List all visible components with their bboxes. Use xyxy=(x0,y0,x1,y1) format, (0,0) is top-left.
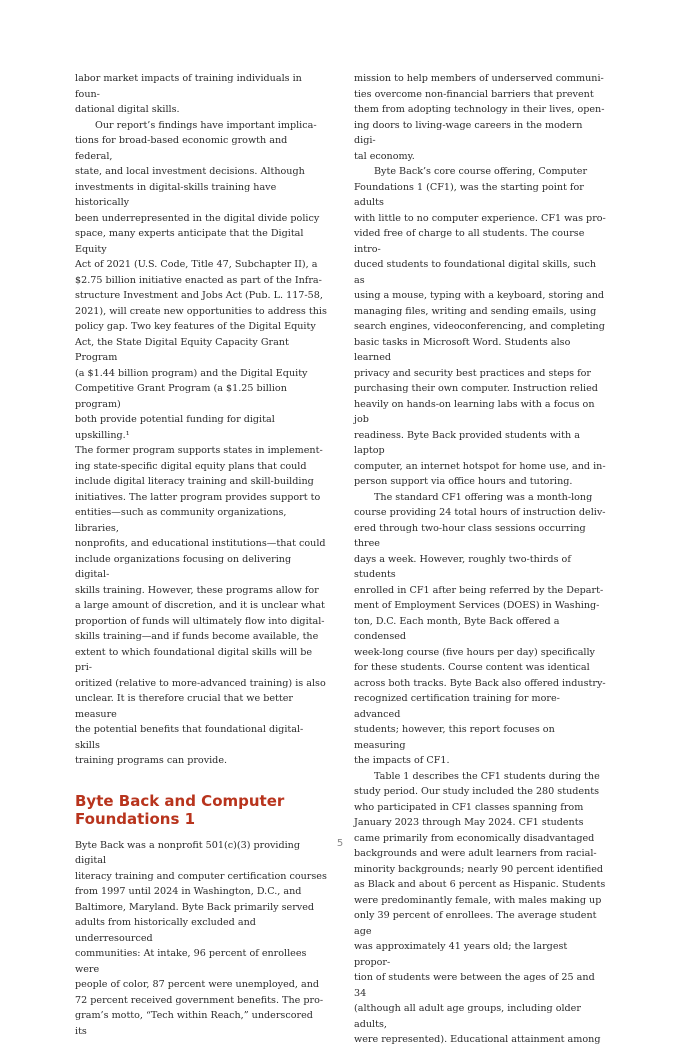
left-paragraph-2: Our report’s findings have important implica- tions for broad-based economic growth and federal, state, and local investment decisions. Although investments in digital-skills training have historically been underrepresented in the digital divide policy space, many experts anticipate that the Digital Equity Act of 2021 (U.S. Code, Title 47, Subchapter II), a $2.75 billion initiative enacted as part of the Infra- structure Investment and Jobs Act (Pub. L. 117-58, 2021), will create new opportunities to address this policy gap. Two key features of the Digital Equity Act, the State Digital Equity Capacity Grant Program (a $1.44 billion program) and the Digital Equity Competitive Grant Program (a $1.25 billion program) both provide potential funding for digital upskilling.¹ The former program supports states in implement- ing state-specific digital equity plans that could include digital literacy training and skill-building initiatives. The latter program provides support to entities—such as community organizations, libraries, nonprofits, and educational institutions—that could include organizations focusing on delivering digital- skills training. However, these programs allow for a large amount of discretion, and it is unclear what proportion of funds will ultimately flow into digital- skills training—and if funds become available, the extent to which foundational digital skills will be pri- oritized (relative to more-advanced training) is also unclear. It is therefore crucial that we better measure the potential benefits that foundational digital-skills training programs can provide. xyxy=(75,119,327,766)
page-number: 5 xyxy=(336,838,344,849)
right-paragraph-1: mission to help members of underserved communi- ties overcome non-financial barriers that prevent them from adopting technology in their lives, open- ing doors to living-wage careers in the modern digi- tal economy. xyxy=(354,73,605,162)
right-paragraph-2: Byte Back’s core course offering, Computer Foundations 1 (CF1), was the starting point for adults with little to no computer experience. CF1 was pro- vided free of charge to all students. The course intro- duced students to foundational digital skills, such as using a mouse, typing with a keyboard, storing and managing files, writing and sending emails, using search engines, videoconferencing, and completing basic tasks in Microsoft Word. Students also learned privacy and security best practices and steps for purchasing their own computer. Instruction relied heavily on hands-on learning labs with a focus on job readiness. Byte Back provided students with a laptop computer, an internet hotspot for home use, and in- person support via office hours and tutoring. xyxy=(354,166,606,487)
left-column xyxy=(75,71,327,1039)
section-heading: Byte Back and Computer Foundations 1 xyxy=(75,791,285,828)
right-paragraph-3: The standard CF1 offering was a month-long course providing 24 total hours of instruction deliv- ered through two-hour class sessions occurring three days a week. However, roughly two-thirds of students enrolled in CF1 after being referred by the Depart- ment of Employment Services (DOES) in Washing- ton, D.C. Each month, Byte Back offered a condensed week-long course (five hours per day) specifically for these students. Course content was identical across both tracks. Byte Back also offered industry- recognized certification training for more-advanced students; however, this report focuses on measuring the impacts of CF1. xyxy=(354,491,606,766)
left-paragraph-1: labor market impacts of training individuals in foun- dational digital skills. xyxy=(75,73,302,115)
right-paragraph-4: Table 1 describes the CF1 students during the study period. Our study included the 280 students who participated in CF1 classes spanning from January 2023 through May 2024. CF1 students came primarily from economically disadvantaged backgrounds and were adult learners from racial- minority backgrounds; nearly 90 percent identified as Black and about 6 percent as Hispanic. Students were predominantly female, with males making up only 39 percent of enrollees. The average student age was approximately 41 years old; the largest propor- tion of students were between the ages of 25 and 34 (although all adult age groups, including older adults, were represented). Educational attainment among xyxy=(354,770,606,1045)
right-column xyxy=(354,71,606,1048)
left-paragraph-3: Byte Back was a nonprofit 501(c)(3) providing digital literacy training and computer certification courses from 1997 until 2024 in Washington, D.C., and Baltimore, Maryland. Byte Back primarily served adults from historically excluded and underresourced communities: At intake, 96 percent of enrollees were people of color, 87 percent were unemployed, and 72 percent received government benefits. The pro- gram’s motto, “Tech within Reach,” underscored its xyxy=(75,839,327,1037)
